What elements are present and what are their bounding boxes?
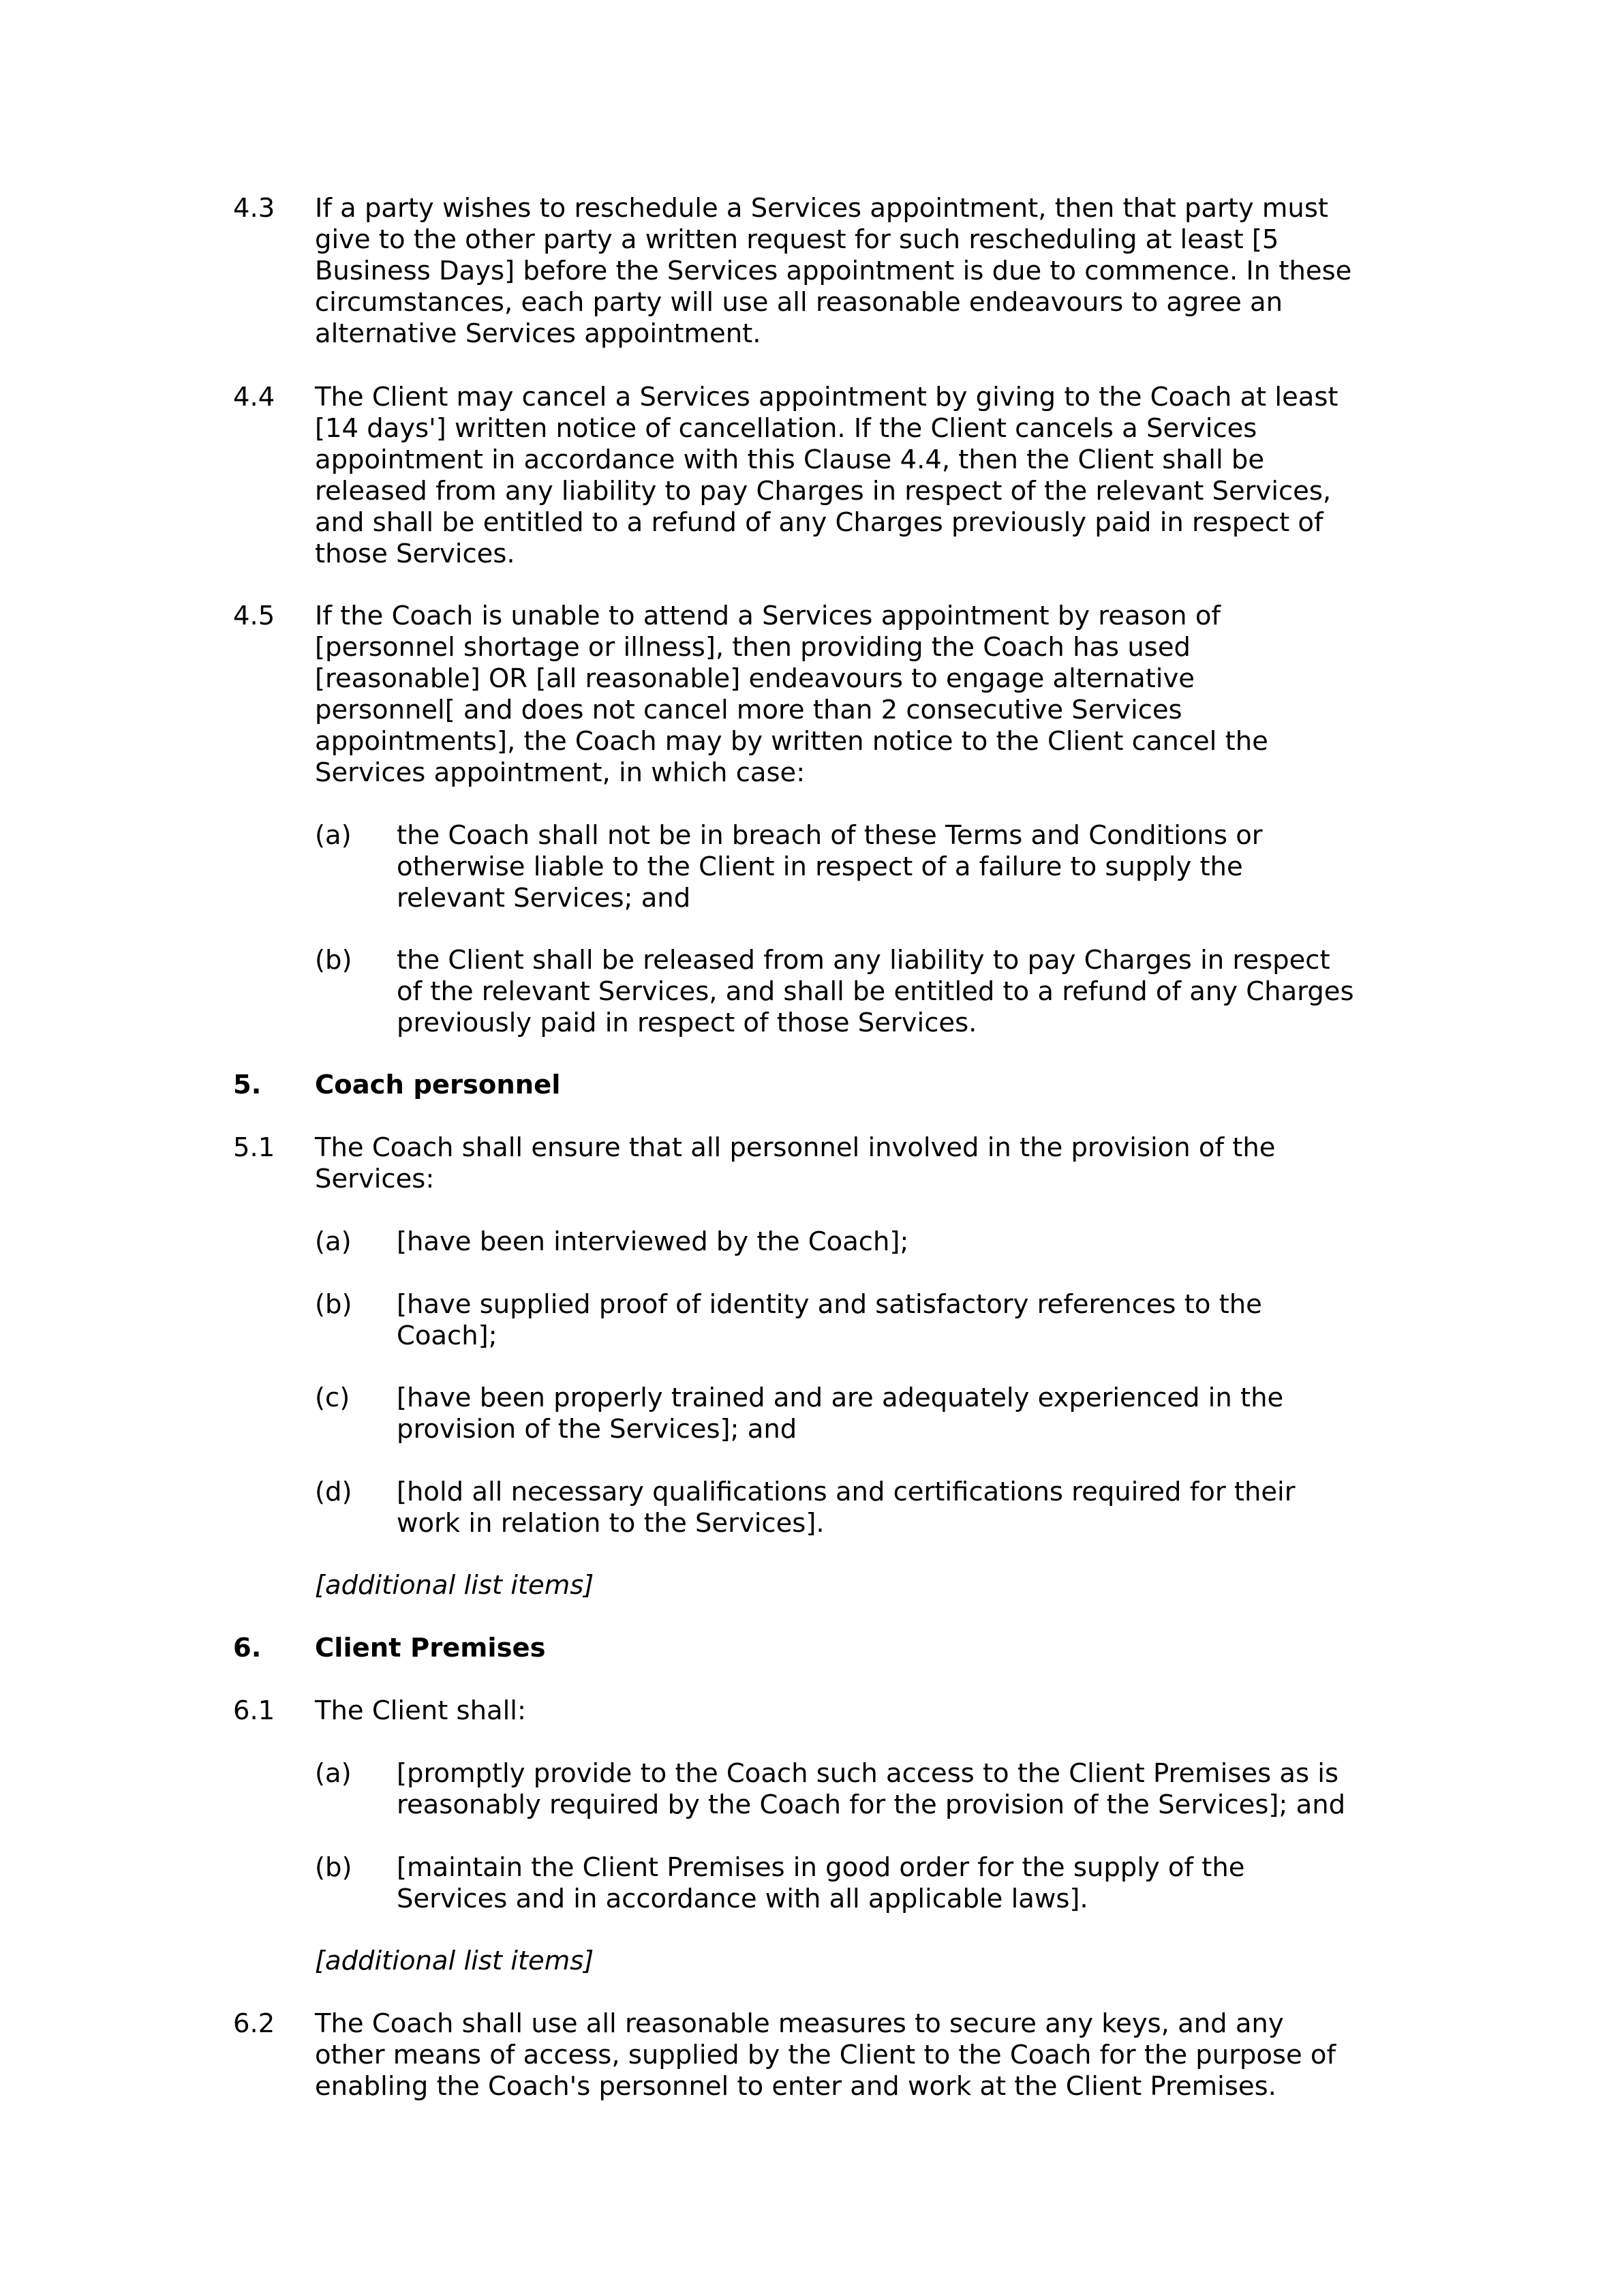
- item-text: [397, 820, 1405, 914]
- text-line: work in relation to the Services].: [397, 1508, 825, 1539]
- text-line: and shall be entitled to a refund of any Charges previously paid in respect of: [315, 507, 1323, 538]
- clause-number: 6.1: [233, 1695, 275, 1726]
- text-line: [promptly provide to the Coach such access to the Client Premises as is: [397, 1758, 1339, 1789]
- clause-text: [315, 2008, 1405, 2102]
- text-line: those Services.: [315, 539, 515, 569]
- text-line: give to the other party a written request for such rescheduling at least [5: [315, 224, 1279, 255]
- section-number: 6.: [233, 1633, 262, 1663]
- placeholder-note: [additional list items]: [315, 1946, 594, 1976]
- clause-number: 5.1: [233, 1132, 275, 1163]
- text-line: If a party wishes to reschedule a Services appointment, then that party must: [315, 193, 1328, 224]
- text-line: Services:: [315, 1164, 435, 1194]
- text-line: appointments], the Coach may by written notice to the Client cancel the: [315, 726, 1268, 757]
- clause-text: [315, 601, 1405, 789]
- item-label: (b): [315, 945, 352, 976]
- text-line: [reasonable] OR [all reasonable] endeavours to engage alternative: [315, 663, 1195, 694]
- text-line: the Coach shall not be in breach of these Terms and Conditions or: [397, 820, 1263, 851]
- text-line: [have been interviewed by the Coach];: [397, 1226, 909, 1257]
- item-text: [397, 1383, 1405, 1445]
- placeholder-note: [additional list items]: [315, 1570, 594, 1601]
- text-line: [hold all necessary qualifications and certifications required for their: [397, 1477, 1296, 1507]
- clause-text: [315, 193, 1405, 350]
- clause-number: 4.3: [233, 193, 275, 224]
- text-line: other means of access, supplied by the Client to the Coach for the purpose of: [315, 2040, 1336, 2070]
- text-line: appointment in accordance with this Clause 4.4, then the Client shall be: [315, 444, 1265, 475]
- section-title: Coach personnel: [315, 1070, 561, 1100]
- text-line: reasonably required by the Coach for the provision of the Services]; and: [397, 1789, 1346, 1820]
- item-label: (c): [315, 1383, 350, 1413]
- clause-number: 4.5: [233, 601, 275, 631]
- text-line: Coach];: [397, 1320, 498, 1351]
- text-line: [have been properly trained and are adequately experienced in the: [397, 1383, 1284, 1413]
- clause-text: [315, 382, 1405, 570]
- clause-number: 6.2: [233, 2008, 275, 2039]
- text-line: previously paid in respect of those Services.: [397, 1008, 977, 1038]
- text-line: the Client shall be released from any liability to pay Charges in respect: [397, 945, 1330, 976]
- item-text: [397, 945, 1405, 1039]
- text-line: relevant Services; and: [397, 883, 691, 913]
- text-line: enabling the Coach's personnel to enter and work at the Client Premises.: [315, 2071, 1276, 2102]
- section-number: 5.: [233, 1070, 262, 1100]
- text-line: [personnel shortage or illness], then providing the Coach has used: [315, 632, 1191, 663]
- text-line: Services appointment, in which case:: [315, 757, 806, 788]
- item-label: (b): [315, 1852, 352, 1883]
- item-label: (a): [315, 1226, 352, 1257]
- text-line: The Client shall:: [315, 1695, 526, 1726]
- item-label: (d): [315, 1477, 352, 1507]
- text-line: alternative Services appointment.: [315, 318, 761, 349]
- text-line: personnel[ and does not cancel more than 2 consecutive Services: [315, 695, 1182, 725]
- text-line: [14 days'] written notice of cancellation. If the Client cancels a Services: [315, 413, 1257, 444]
- text-line: Business Days] before the Services appointment is due to commence. In these: [315, 256, 1352, 286]
- text-line: The Coach shall ensure that all personnel involved in the provision of the: [315, 1132, 1276, 1163]
- clause-text: [315, 1132, 1405, 1195]
- text-line: otherwise liable to the Client in respect of a failure to supply the: [397, 851, 1243, 882]
- section-title: Client Premises: [315, 1633, 546, 1663]
- text-line: circumstances, each party will use all reasonable endeavours to agree an: [315, 287, 1283, 318]
- text-line: The Coach shall use all reasonable measures to secure any keys, and any: [315, 2008, 1284, 2039]
- text-line: provision of the Services]; and: [397, 1414, 797, 1445]
- item-text: [397, 1852, 1405, 1915]
- item-label: (b): [315, 1289, 352, 1320]
- text-line: [maintain the Client Premises in good order for the supply of the: [397, 1852, 1245, 1883]
- item-label: (a): [315, 1758, 352, 1789]
- text-line: The Client may cancel a Services appointment by giving to the Coach at least: [315, 382, 1338, 412]
- item-label: (a): [315, 820, 352, 851]
- item-text: [397, 1226, 1405, 1258]
- item-text: [397, 1477, 1405, 1539]
- text-line: [have supplied proof of identity and satisfactory references to the: [397, 1289, 1262, 1320]
- clause-text: [315, 1695, 1405, 1727]
- text-line: released from any liability to pay Charges in respect of the relevant Services,: [315, 476, 1332, 507]
- item-text: [397, 1758, 1405, 1821]
- item-text: [397, 1289, 1405, 1352]
- text-line: Services and in accordance with all applicable laws].: [397, 1884, 1088, 1914]
- text-line: of the relevant Services, and shall be entitled to a refund of any Charges: [397, 976, 1354, 1007]
- clause-number: 4.4: [233, 382, 275, 412]
- text-line: If the Coach is unable to attend a Services appointment by reason of: [315, 601, 1221, 631]
